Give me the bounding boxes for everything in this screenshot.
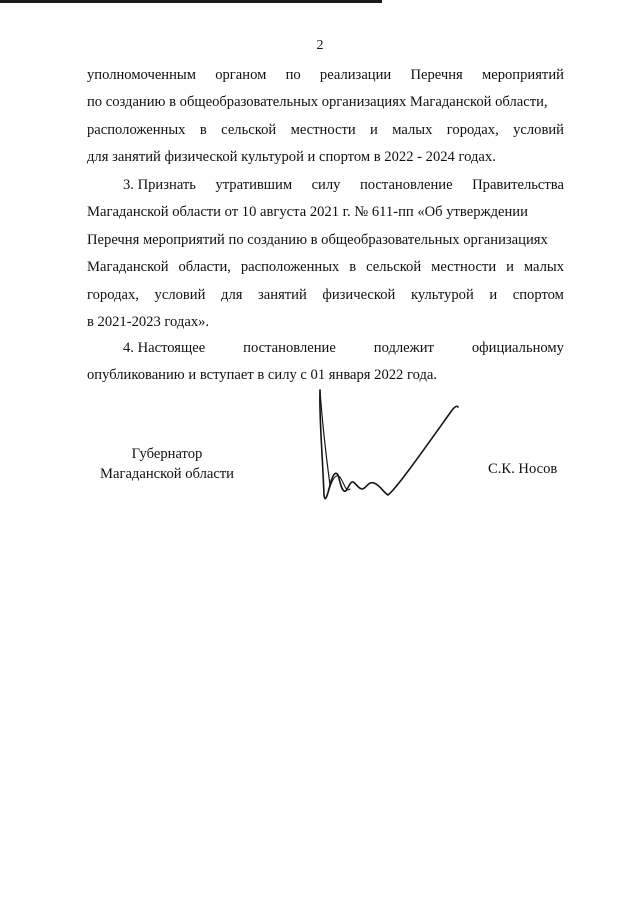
signatory-name: С.К. Носов [488, 461, 558, 477]
word: расположенных [240, 259, 340, 276]
paragraph-2 [87, 172, 564, 336]
paragraph-2-line-2: Магаданской области от 10 августа 2021 г. № 611-пп «Об утверждении [87, 204, 528, 221]
word: органом [215, 67, 267, 83]
word: 4. Настоящее [123, 340, 206, 356]
paragraph-1-line-4: для занятий физической культурой и спортом в 2022 - 2024 годах. [87, 149, 496, 166]
word: и [370, 121, 378, 138]
handwritten-signature [300, 385, 470, 515]
word: мероприятий [482, 67, 564, 83]
paragraph-1 [87, 62, 564, 172]
word: сельской [221, 121, 277, 138]
word: по [285, 67, 301, 83]
paragraph-2-line-3: Перечня мероприятий по созданию в общеобразовательных организациях [87, 231, 548, 248]
word: 3. Признать [123, 177, 196, 193]
word: малых [523, 259, 564, 276]
word: официальному [471, 340, 564, 356]
word: расположенных [87, 121, 186, 138]
word: спортом [512, 286, 564, 303]
word: условий [513, 121, 564, 138]
word: условий [154, 286, 206, 303]
word: в [199, 121, 207, 138]
signatory-title-line-1: Губернатор [131, 446, 203, 462]
paragraph-3-line-1 [87, 335, 564, 362]
paragraph-3 [87, 335, 564, 390]
word: утратившим [215, 177, 293, 193]
word: постановление [243, 340, 336, 356]
word: и [506, 259, 514, 276]
word: Магаданской [87, 259, 169, 276]
signatory-title [87, 444, 247, 484]
word: местности [290, 121, 356, 138]
word: подлежит [373, 340, 434, 356]
word: Правительства [472, 177, 564, 193]
word: сельской [366, 259, 422, 276]
word: Перечня [410, 67, 463, 83]
paragraph-1-line-3 [87, 117, 564, 144]
word: в [349, 259, 357, 276]
word: городах, [87, 286, 139, 303]
top-edge-rule [0, 0, 382, 3]
paragraph-2-line-1 [87, 172, 564, 199]
signatory-title-line-2: Магаданской области [100, 466, 234, 482]
word: местности [431, 259, 497, 276]
paragraph-2-line-6: в 2021-2023 годах». [87, 313, 210, 330]
paragraph-2-line-5 [87, 282, 564, 309]
word: занятий [258, 286, 307, 303]
paragraph-1-line-2: по созданию в общеобразовательных организациях Магаданской области, [87, 94, 548, 111]
word: и [489, 286, 498, 303]
word: силу [311, 177, 341, 193]
word: культурой [410, 286, 474, 303]
word: для [221, 286, 243, 303]
paragraph-3-line-2: опубликованию и вступает в силу с 01 января 2022 года. [87, 367, 438, 384]
paragraph-1-line-1 [87, 62, 564, 89]
word: реализации [319, 67, 392, 83]
word: городах, [446, 121, 499, 138]
word: области, [178, 259, 231, 276]
paragraph-2-line-4 [87, 254, 564, 281]
word: физической [322, 286, 396, 303]
word: уполномоченным [87, 67, 196, 83]
word: малых [392, 121, 433, 138]
word: постановление [359, 177, 453, 193]
page-number: 2 [316, 38, 324, 53]
